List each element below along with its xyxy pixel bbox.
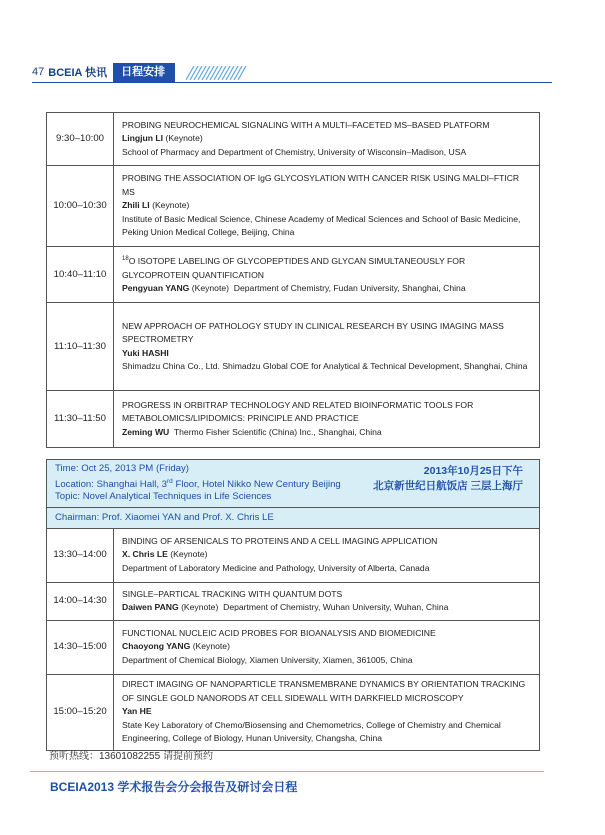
talk-affiliation: School of Pharmacy and Department of Chemistry, University of Wisconsin–Madison, USA — [122, 146, 467, 157]
talk-info — [114, 391, 540, 448]
talk-speaker: Yan HE — [122, 706, 152, 717]
talk-time: 10:40–11:10 — [47, 247, 114, 303]
talk-time: 11:10–11:30 — [47, 303, 114, 391]
session-location: Location: Shanghai Hall, 3rd Floor, Hotel Nikko New Century Beijing — [55, 477, 341, 490]
talk-time: 14:30–15:00 — [47, 620, 114, 674]
morning-schedule-table — [46, 112, 540, 448]
chairman: Chairman: Prof. Xiaomei YAN and Prof. X. Chris LE — [47, 507, 540, 528]
talk-info — [114, 582, 540, 620]
talk-title: PROBING THE ASSOCIATION OF IgG GLYCOSYLATION WITH CANCER RISK USING MALDI–FTICR MS — [122, 173, 520, 197]
talk-speaker: Chaoyong YANG — [122, 641, 191, 652]
session-topic: Topic: Novel Analytical Techniques in Life Sciences — [55, 491, 272, 503]
talk-time: 14:00–14:30 — [47, 582, 114, 620]
talk-title: FUNCTIONAL NUCLEIC ACID PROBES FOR BIOANALYSIS AND BIOMEDICINE — [122, 627, 436, 638]
session-venue-cn: 北京新世纪日航饭店 三层上海厅 — [373, 480, 523, 492]
table-row — [47, 166, 540, 247]
talk-role: (Keynote) — [192, 641, 230, 652]
talk-speaker: Yuki HASHI — [122, 347, 169, 358]
talk-time: 10:00–10:30 — [47, 166, 114, 247]
talk-speaker: X. Chris LE — [122, 549, 168, 560]
talk-title: SINGLE–PARTICAL TRACKING WITH QUANTUM DOTS — [122, 588, 343, 599]
talk-affiliation: Institute of Basic Medical Science, Chinese Academy of Medical Sciences and School of Basic Medicine, Peking Union Medical College, Beijing, China — [122, 213, 521, 238]
table-row — [47, 303, 540, 391]
talk-affiliation: Department of Chemistry, Wuhan University, Wuhan, China — [223, 602, 449, 613]
publication-name: BCEIA 快讯 — [48, 67, 108, 79]
talk-speaker: Zeming WU — [122, 426, 170, 437]
header-stripes-decoration — [186, 66, 250, 80]
page-header — [32, 62, 175, 82]
table-row — [47, 528, 540, 582]
page-footer: BCEIA2013 学术报告会分会报告及研讨会日程 — [50, 780, 298, 794]
section-tag: 日程安排 — [113, 63, 175, 82]
talk-role: (Keynote) — [165, 133, 203, 144]
talk-info — [114, 620, 540, 674]
afternoon-schedule-table — [46, 459, 540, 751]
talk-title: DIRECT IMAGING OF NANOPARTICLE TRANSMEMBRANE DYNAMICS BY ORIENTATION TRACKING OF SINGLE GOLD NANORODS AT CELL SIDEWALL WITH DARKFIELD MICROSCOPY — [122, 679, 526, 703]
talk-title: PROBING NEUROCHEMICAL SIGNALING WITH A MULTI–FACETED MS–BASED PLATFORM — [122, 119, 490, 130]
talk-speaker: Pengyuan YANG — [122, 283, 190, 294]
session-info-row — [47, 460, 540, 508]
table-row — [47, 391, 540, 448]
talk-role: (Keynote) — [191, 283, 229, 294]
table-row — [47, 674, 540, 750]
talk-info — [114, 303, 540, 391]
talk-info — [114, 166, 540, 247]
talk-info — [114, 113, 540, 166]
talk-time: 9:30–10:00 — [47, 113, 114, 166]
table-row — [47, 247, 540, 303]
talk-role: (Keynote) — [152, 200, 190, 211]
page-number: 47 — [32, 66, 45, 78]
session-info — [47, 460, 540, 508]
talk-affiliation: Department of Chemistry, Fudan University, Shanghai, China — [233, 283, 466, 294]
talk-title: O ISOTOPE LABELING OF GLYCOPEPTIDES AND GLYCAN SIMULTANEOUSLY FOR GLYCOPROTEIN QUANTIFICATION — [122, 256, 466, 280]
talk-title: PROGRESS IN ORBITRAP TECHNOLOGY AND RELATED BIOINFORMATIC TOOLS FOR METABOLOMICS/LIPIDOMICS: PRINCIPLE AND PRACTICE — [122, 399, 474, 424]
talk-time: 11:30–11:50 — [47, 391, 114, 448]
session-time: Time: Oct 25, 2013 PM (Friday) — [55, 463, 189, 474]
footer-rule — [30, 771, 544, 772]
talk-time: 15:00–15:20 — [47, 674, 114, 750]
talk-info — [114, 528, 540, 582]
hotline-note: 预听热线：13601082255 请提前预约 — [49, 751, 213, 762]
table-row — [47, 113, 540, 166]
isotope-superscript: 18 — [122, 256, 129, 263]
talk-time: 13:30–14:00 — [47, 528, 114, 582]
chairman-row — [47, 507, 540, 528]
table-row — [47, 620, 540, 674]
talk-speaker: Zhili LI — [122, 200, 150, 211]
talk-affiliation: Department of Laboratory Medicine and Pathology, University of Alberta, Canada — [122, 562, 430, 573]
talk-speaker: Daiwen PANG — [122, 602, 179, 613]
talk-affiliation: Thermo Fisher Scientific (China) Inc., Shanghai, China — [173, 426, 382, 437]
talk-affiliation: Department of Chemical Biology, Xiamen University, Xiamen, 361005, China — [122, 654, 413, 665]
talk-affiliation: State Key Laboratory of Chemo/Biosensing and Chemometrics, College of Chemistry and Chemical Engineering, College of Biology, Hunan University, Changsha, China — [122, 719, 501, 744]
talk-affiliation: Shimadzu China Co., Ltd. Shimadzu Global COE for Analytical & Technical Development, Shanghai, China — [122, 361, 528, 371]
talk-title: NEW APPROACH OF PATHOLOGY STUDY IN CLINICAL RESEARCH BY USING IMAGING MASS SPECTROMETRY — [122, 320, 504, 344]
talk-info — [114, 674, 540, 750]
table-row — [47, 582, 540, 620]
talk-speaker: Lingjun LI — [122, 133, 164, 144]
header-rule — [32, 82, 552, 83]
session-date-cn: 2013年10月25日下午 — [423, 465, 523, 477]
talk-role: (Keynote) — [170, 549, 208, 560]
session-cn-info — [373, 464, 523, 494]
talk-role: (Keynote) — [181, 602, 219, 613]
talk-info — [114, 247, 540, 303]
talk-title: BINDING OF ARSENICALS TO PROTEINS AND A CELL IMAGING APPLICATION — [122, 535, 438, 546]
